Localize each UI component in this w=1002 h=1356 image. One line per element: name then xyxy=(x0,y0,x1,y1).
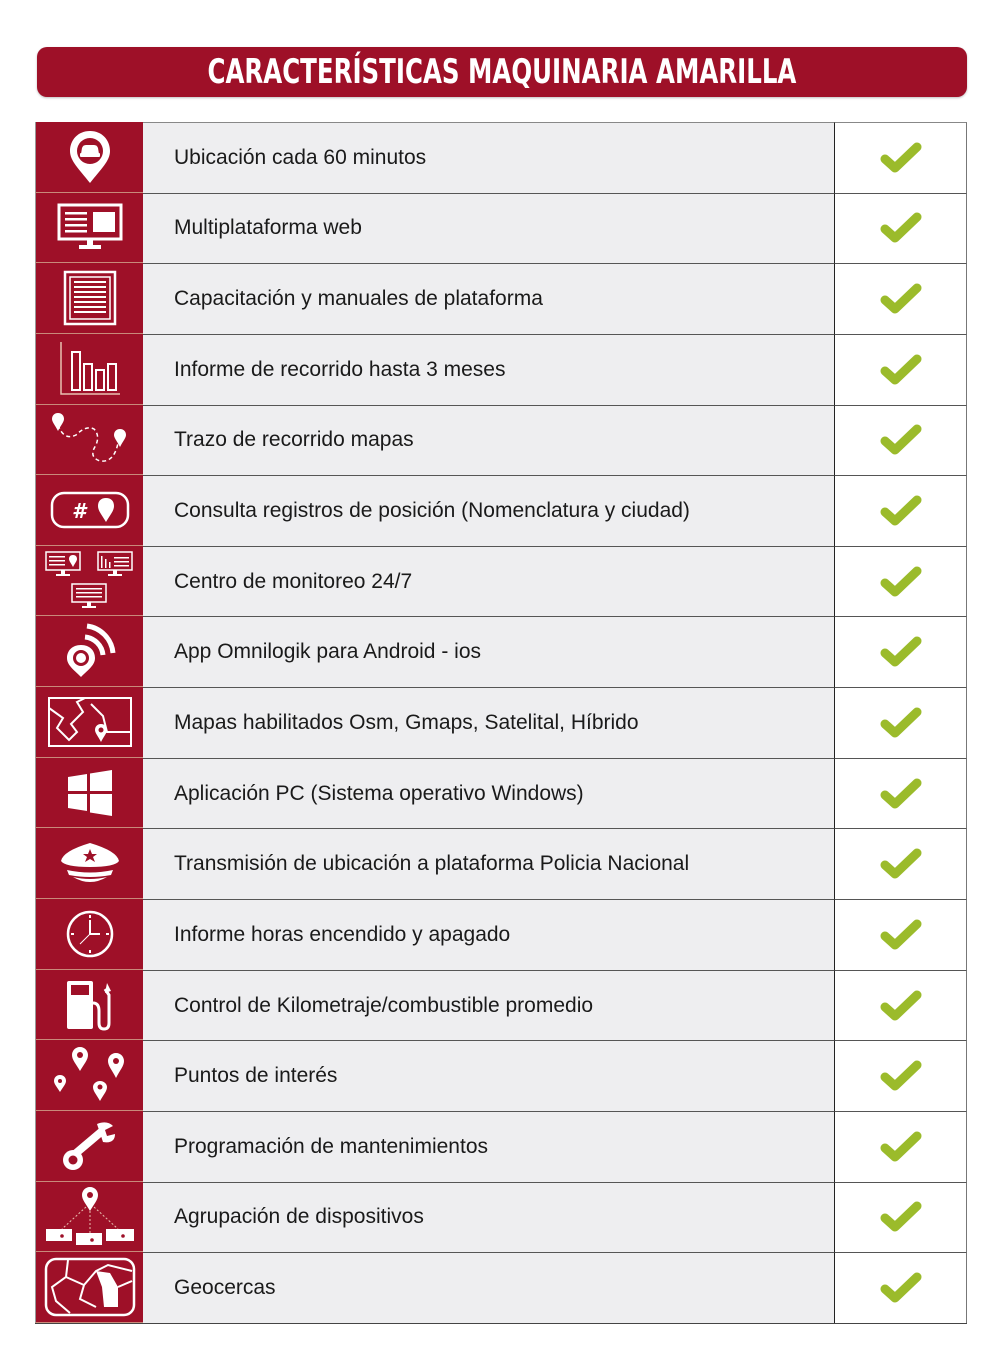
table-row xyxy=(35,334,967,405)
checkmark-icon xyxy=(879,777,923,811)
title-banner xyxy=(37,47,967,97)
signal-pin-icon xyxy=(63,623,117,679)
table-row xyxy=(35,1182,967,1253)
feature-label: Programación de mantenimientos xyxy=(143,1111,835,1182)
feature-label: Geocercas xyxy=(143,1252,835,1323)
document-manual-icon xyxy=(63,270,117,326)
feature-label: Agrupación de dispositivos xyxy=(143,1182,835,1253)
feature-label: Consulta registros de posición (Nomenclatura y ciudad) xyxy=(143,475,835,546)
table-row xyxy=(35,475,967,546)
feature-label: App Omnilogik para Android - ios xyxy=(143,616,835,687)
checkmark-icon xyxy=(879,423,923,457)
checkmark-icon xyxy=(879,1059,923,1093)
feature-label: Aplicación PC (Sistema operativo Windows) xyxy=(143,758,835,829)
table-row xyxy=(35,546,967,617)
map-pin-icon xyxy=(47,696,133,748)
feature-label: Puntos de interés xyxy=(143,1040,835,1111)
feature-label: Ubicación cada 60 minutos xyxy=(143,122,835,193)
table-row xyxy=(35,828,967,899)
table-row xyxy=(35,405,967,476)
checkmark-icon xyxy=(879,989,923,1023)
table-row xyxy=(35,970,967,1041)
checkmark-icon xyxy=(879,1130,923,1164)
checkmark-icon xyxy=(879,565,923,599)
hash-pin-icon xyxy=(50,490,130,530)
multi-monitor-icon xyxy=(44,550,136,612)
page-title: CARACTERÍSTICAS MAQUINARIA AMARILLA xyxy=(207,52,797,92)
table-row xyxy=(35,758,967,829)
route-path-icon xyxy=(50,411,130,467)
table-row xyxy=(35,687,967,758)
checkmark-icon xyxy=(879,211,923,245)
fuel-pump-icon xyxy=(65,979,115,1031)
device-group-icon xyxy=(44,1185,136,1247)
svg-text:#: # xyxy=(71,499,86,524)
checkmark-icon xyxy=(879,1271,923,1305)
bar-chart-icon xyxy=(58,340,122,398)
table-row xyxy=(35,193,967,264)
feature-label: Informe de recorrido hasta 3 meses xyxy=(143,334,835,405)
feature-label: Capacitación y manuales de plataforma xyxy=(143,263,835,334)
windows-logo-icon xyxy=(66,769,114,817)
monitor-web-icon xyxy=(57,203,123,251)
table-row xyxy=(35,899,967,970)
clock-icon xyxy=(65,909,115,959)
checkmark-icon xyxy=(879,141,923,175)
table-row xyxy=(35,263,967,334)
features-table xyxy=(35,122,967,1324)
feature-label: Centro de monitoreo 24/7 xyxy=(143,546,835,617)
table-row xyxy=(35,1252,967,1323)
geofence-map-icon xyxy=(44,1257,136,1317)
table-row xyxy=(35,122,967,193)
checkmark-icon xyxy=(879,706,923,740)
checkmark-icon xyxy=(879,353,923,387)
checkmark-icon xyxy=(879,494,923,528)
location-car-pin-icon xyxy=(65,129,115,185)
checkmark-icon xyxy=(879,847,923,881)
table-row xyxy=(35,616,967,687)
feature-label: Informe horas encendido y apagado xyxy=(143,899,835,970)
wrench-icon xyxy=(61,1120,119,1172)
checkmark-icon xyxy=(879,918,923,952)
checkmark-icon xyxy=(879,1200,923,1234)
table-row xyxy=(35,1040,967,1111)
feature-label: Trazo de recorrido mapas xyxy=(143,405,835,476)
feature-label: Control de Kilometraje/combustible promedio xyxy=(143,970,835,1041)
feature-label: Mapas habilitados Osm, Gmaps, Satelital, Híbrido xyxy=(143,687,835,758)
checkmark-icon xyxy=(879,635,923,669)
feature-label: Transmisión de ubicación a plataforma Policia Nacional xyxy=(143,828,835,899)
table-row xyxy=(35,1111,967,1182)
police-cap-icon xyxy=(57,839,123,887)
checkmark-icon xyxy=(879,282,923,316)
multiple-pins-icon xyxy=(52,1045,128,1105)
feature-label: Multiplataforma web xyxy=(143,193,835,264)
